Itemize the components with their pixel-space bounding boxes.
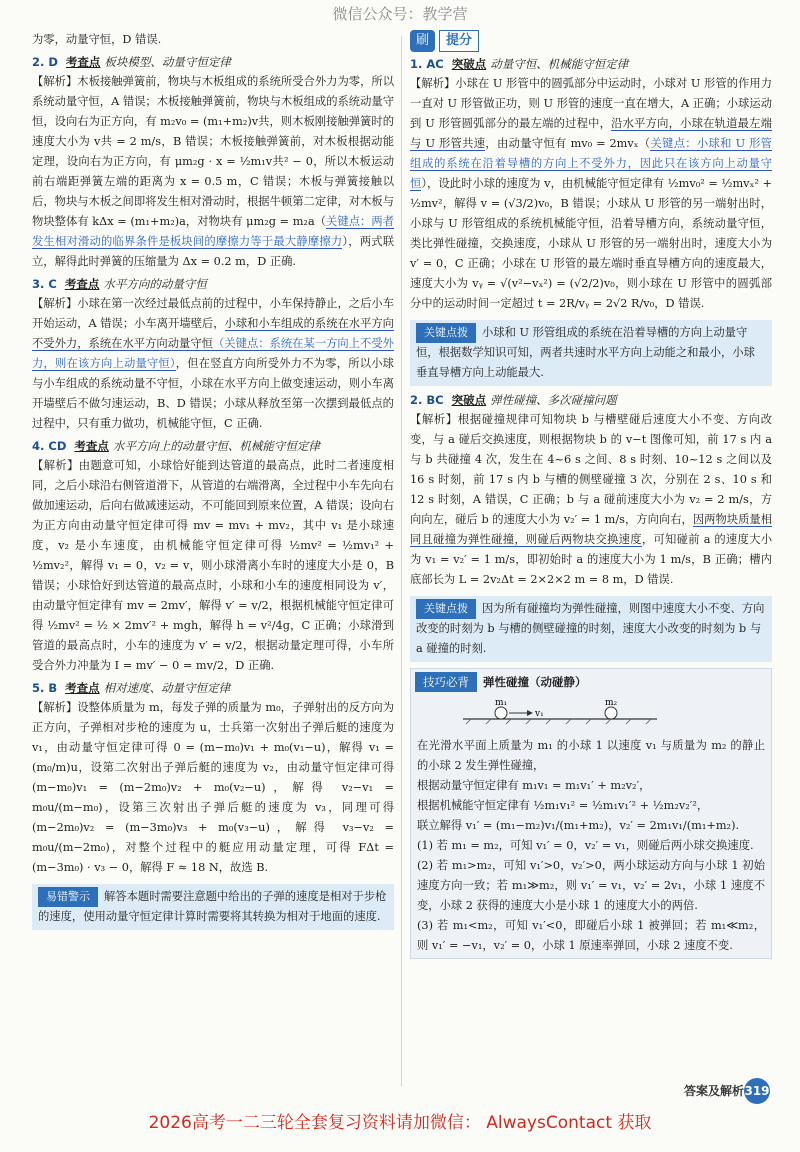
arrow-head: [527, 710, 533, 716]
analysis-text: 【解析】根据碰撞规律可知物块 b 与槽壁碰后速度大小不变、方向改变，与 a 碰后交换速度，则根据物块 b 的 v−t 图像可知，前 17 s 内 a 与 b 共碰撞 4 次，发生在 4~6 s 之间、8 s 时刻、10~12 s 之间以及 16 s 时刻，前 17 s 内 b 与槽的侧壁碰撞 3 次，分别在 2 s、10 s 和 12 s 时刻，A 错误，C 正确；b 与 a 碰前速度大小为 v₂ = 2 m/s，方向向左，碰后 b 的速度大小为 v₂′ = 1 m/s，方向向右，: [410, 413, 772, 526]
tag-label: 突破点: [451, 57, 487, 71]
ball-2-mass: m₂: [605, 698, 618, 708]
ball-2: [605, 707, 617, 719]
highlight: 因两物块质量相同且碰撞为弹性碰撞，则碰后两物块交换速度: [410, 513, 772, 546]
analysis-text: 【解析】由题意可知，小球恰好能到达管道的最高点，此时二者速度相同，之后小球沿右侧管道滑下，从管道的右端滑离，全过程中小车先向右做加速运动，后向右做减速运动，不可能回到原来位置，A 错误；设向右为正方向由动量守恒定律可得 mv = mv₁ + mv₂，其中 v₁ 是小球速度，v₂ 是小车速度，由机械能守恒定律可得 ½mv² = ½mv₁² + ½mv₂²，解得 v₁ = 0，v₂ = v，则小球滑离小车时的速度大小是 0，B 错误；小球恰好到达管道的最高点时，小球和小车的速度相同设为 v′，由动量守恒定律有 mv = 2mv′，解得 v′ = v/2，根据机械能守恒定律可得 ½mv² = ½ × 2mv′² + mgh，解得 h = v²/4g，C 正确；小球滑到管道的最高点时，小车的速度为 v′ = v/2，根据动量定理可得，小车所受合外力冲量为 I = mv′ − 0 = mv/2，D 正确.: [32, 459, 394, 672]
tag-label: 考查点: [64, 277, 100, 291]
analysis-text: ，但在竖直方向所受外力不为零，所以小球与小车组成的系统动量不守恒，小球在水平方向上做变速运动，则小车离开墙壁后不做匀速运动，B、D 错误；小球从释放至第一次摆到最低点的过程中，只有重力做功，机械能守恒，C 正确.: [32, 357, 394, 430]
skill-line: 联立解得 v₁′ = (m₁−m₂)v₁/(m₁+m₂)，v₂′ = 2m₁v₁/(m₁+m₂).: [417, 819, 740, 832]
key-point: 关键点：小球和 U 形管组成的系统在沿着导槽的方向上不受外力，因此只在该方向上动量守恒: [410, 137, 772, 190]
skill-line: 在光滑水平面上质量为 m₁ 的小球 1 以速度 v₁ 与质量为 m₂ 的静止的小球 2 发生弹性碰撞，: [417, 739, 765, 772]
highlight: 沿水平方向，小球在轨道最左端与 U 形管共速: [410, 117, 772, 150]
analysis-text: 【解析】设整体质量为 m，每发子弹的质量为 m₀，子弹射出的反方向为正方向，子弹相对步枪的速度为 u，士兵第一次射出子弹后艇的速度为 v₁，由动量守恒定律可得 0 = (m−m₀)v₁ + m₀(v₁−u)，解得 v₁ = (m₀/m)u，设第二次射出子弹后艇的速度为 v₂，由动量守恒定律可得 (m−m₀)v₁ = (m−2m₀)v₂ + m₀(v₂−u)，解得 v₂−v₁ = m₀u/(m−m₀)，设第三次射出子弹后艇的速度为 v₃，同理可得 (m−2m₀)v₂ = (m−3m₀)v₃ + m₀(v₃−u)，解得 v₃−v₂ = m₀u/(m−2m₀)，对整个过程中的艇应用动量定理，可得 FΔt = (m−3m₀) · v₃ − 0，解得 F ≈ 18 N，故选 B.: [32, 701, 394, 874]
section-title: 提分: [439, 30, 479, 52]
ball-1-mass: m₁: [495, 698, 508, 708]
question-2: [32, 52, 394, 272]
skill-line: (3) 若 m₁<m₂，可知 v₁′<0，即碰后小球 1 被弹回；若 m₁≪m₂，则 v₁′ = −v₁，v₂′ = 0，小球 1 原速率弹回，小球 2 速度不变.: [417, 919, 765, 952]
analysis-text: ，由动量守恒有 mv₀ = 2mvₓ（: [485, 137, 651, 150]
section-badge: 刷: [410, 30, 435, 52]
promo-footer: 2026高考一二三轮全套复习资料请加微信： AlwaysContact 获取: [148, 1113, 652, 1133]
question-3: [32, 274, 394, 434]
question-number: 3. C: [32, 277, 57, 291]
key-point: （关键点：系统在某一方向上不受外力，则在该方向上动量守恒）: [32, 337, 394, 370]
tag-label: 突破点: [451, 393, 487, 407]
question-number: 1. AC: [410, 57, 444, 71]
question-4: [32, 436, 394, 676]
question-2-right: [410, 390, 772, 590]
topic: 水平方向的动量守恒: [103, 277, 207, 291]
analysis-text: ），设此时小球的速度为 v，由机械能守恒定律有 ½mv₀² = ½mvₓ² + ½mv²，解得 v = (√3/2)v₀，B 错误；小球从 U 形管的另一端射出时，小球与 U 形管组成的系统机械能守恒，沿着导槽方向，系统动量守恒，类比弹性碰撞，交换速度，小球从 U 形管的另一端射出时，速度大小为 v′ = 0，C 正确；小球在 U 形管的最左端时垂直导槽方向的速度最大，速度大小为 vᵧ = √(v²−vₓ²) = (√2/2)v₀，则小球在 U 形管中的圆弧部分中的运动时间一定超过 t = 2R/vᵧ = 2√2 R/v₀，D 错误.: [410, 177, 772, 310]
analysis-text: ），两式联立，解得此时弹簧的压缩量为 Δx = 0.2 m，D 正确.: [32, 235, 394, 268]
analysis-text: 【解析】木板接触弹簧前，物块与木板组成的系统所受合外力为零，所以系统动量守恒，A 错误；木板接触弹簧前，物块与木板组成的系统动量守恒，设向右为正方向，有 m₂v₀ = (m₁+m₂)v共，则木板刚接触弹簧时的速度大小为 v共 = 2 m/s，B 错误；木板接触弹簧前，对木板根据动能定理，设向右为正方向，有 μm₂g · x = ½m₁v共² − 0，所以木板运动前右端距弹簧左端的距离为 x = 0.5 m，C 错误；木板与弹簧接触以后，物块与木板之间即将发生相对滑动时，根据牛顿第二定律，对木板与物块整体有 kΔx = (m₁+m₂)a，对物块有 μm₂g = m₂a（: [32, 75, 394, 228]
key-point: 关键点：两者发生相对滑动的临界条件是板块间的摩擦力等于最大静摩擦力: [32, 215, 394, 248]
skill-line: 根据机械能守恒定律有 ½m₁v₁² = ½m₁v₁′² + ½m₂v₂′²，: [417, 799, 709, 812]
answers-label: 答案及解析: [683, 1084, 744, 1098]
topic: 动量守恒、机械能守恒定律: [490, 57, 629, 71]
question-number: 2. BC: [410, 393, 444, 407]
warning-callout: [32, 884, 394, 930]
callout-label: 关键点拨: [416, 599, 476, 619]
highlight: 小球和小车组成的系统在水平方向不受外力，系统在水平方向动量守恒: [32, 317, 394, 350]
skill-label: 技巧必背: [415, 672, 477, 692]
callout-text: 解答本题时需要注意题中给出的子弹的速度是相对于步枪的速度，使用动量守恒定律计算时需要将其转换为相对于地面的速度.: [38, 890, 387, 923]
ball-1: [495, 707, 507, 719]
analysis-text: 【解析】小球在第一次经过最低点前的过程中，小车保持静止，之后小车开始运动，A 错误；小车离开墙壁后，: [32, 297, 394, 330]
page-header: 微信公众号：教学营: [332, 5, 468, 23]
callout-label: 易错警示: [38, 887, 98, 907]
question-5: [32, 678, 394, 878]
tip-callout: [410, 596, 772, 662]
tag-label: 考查点: [65, 55, 101, 69]
callout-text: 小球和 U 形管组成的系统在沿着导槽的方向上动量守恒，根据数学知识可知，两者共速时水平方向上动能之和最小，小球垂直导槽方向上动能最大.: [416, 326, 755, 379]
question-1: [410, 54, 772, 314]
topic: 板块模型、动量守恒定律: [104, 55, 231, 69]
collision-diagram: [461, 697, 771, 732]
ground-hatch: [466, 719, 651, 724]
topic: 相对速度、动量守恒定律: [103, 681, 231, 695]
column-divider: [401, 36, 402, 1086]
skill-line: 根据动量守恒定律有 m₁v₁ = m₁v₁′ + m₂v₂′，: [417, 779, 651, 792]
left-column: [32, 30, 394, 934]
topic: 水平方向上的动量守恒、机械能守恒定律: [112, 439, 320, 453]
callout-text: 因为所有碰撞均为弹性碰撞，则图中速度大小不变、方向改变的时刻为 b 与槽的侧壁碰撞的时刻，速度大小改变的时刻为 b 与 a 碰撞的时刻.: [416, 602, 765, 655]
question-number: 5. B: [32, 681, 58, 695]
skill-line: (2) 若 m₁>m₂，可知 v₁′>0，v₂′>0，两小球运动方向与小球 1 初始速度方向一致；若 m₁≫m₂，则 v₁′ = v₁，v₂′ = 2v₁，小球 1 速度不变，小球 2 获得的速度大小是小球 1 的速度大小的两倍.: [417, 859, 765, 912]
page-number: 319: [744, 1078, 770, 1104]
collision-diagram-svg: [461, 697, 661, 725]
intro-text: 为零，动量守恒，D 错误.: [32, 33, 162, 46]
analysis-text: 【解析】小球在 U 形管中的圆弧部分中运动时，小球对 U 形管的作用力一直对 U 形管做正功，则 U 形管的速度一直在增大，A 正确；小球运动到 U 形管圆弧部分的最左端的过程中，: [410, 77, 772, 130]
section-heading: [410, 30, 772, 52]
question-number: 4. CD: [32, 439, 67, 453]
right-column: [410, 30, 772, 959]
analysis-text: ，可知碰前 a 的速度大小为 v₁ = v₂′ = 1 m/s，即初始时 a 的速度大小为 1 m/s，B 正确；槽内底部长为 L = 2v₂Δt = 2×2×2 m = 8 m，D 错误.: [410, 533, 772, 586]
velocity-label: v₁: [535, 709, 544, 719]
skill-box: [410, 668, 772, 959]
tag-label: 考查点: [74, 439, 109, 453]
skill-line: (1) 若 m₁ = m₂，可知 v₁′ = 0，v₂′ = v₁，则碰后两小球交换速度.: [417, 839, 754, 852]
tag-label: 考查点: [65, 681, 100, 695]
topic: 弹性碰撞、多次碰撞问题: [490, 393, 617, 407]
skill-body: [411, 734, 771, 958]
callout-label: 关键点拨: [416, 323, 476, 343]
skill-subtitle: 弹性碰撞（动碰静）: [483, 675, 587, 689]
tip-callout: [410, 320, 772, 386]
question-number: 2. D: [32, 55, 58, 69]
